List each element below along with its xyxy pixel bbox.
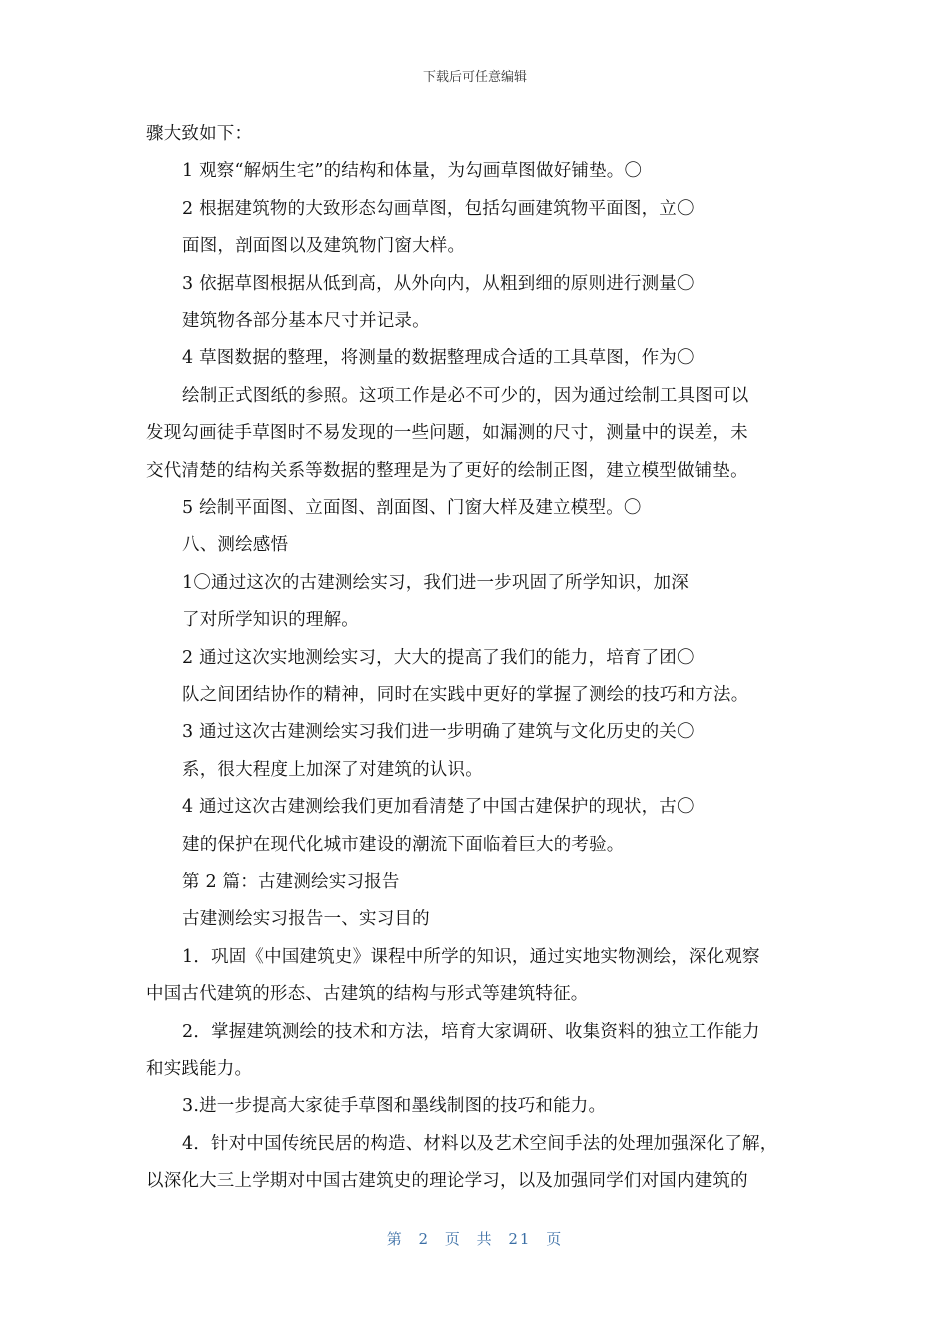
text-line: 1．巩固《中国建筑史》课程中所学的知识，通过实地实物测绘，深化观察 [182, 947, 760, 967]
text-line: 建筑物各部分基本尺寸并记录。 [182, 311, 430, 331]
text-line: 面图，剖面图以及建筑物门窗大样。 [182, 236, 466, 256]
text-line: 4．针对中国传统民居的构造、材料以及艺术空间手法的处理加强深化了解， [182, 1134, 778, 1154]
text-line: 2 根据建筑物的大致形态勾画草图，包括勾画建筑物平面图，立〇 [182, 199, 695, 219]
text-line: 队之间团结协作的精神，同时在实践中更好的掌握了测绘的技巧和方法。 [182, 685, 749, 705]
text-line: 4 通过这次古建测绘我们更加看清楚了中国古建保护的现状，古〇 [182, 797, 695, 817]
text-line: 中国古代建筑的形态、古建筑的结构与形式等建筑特征。 [146, 984, 589, 1004]
text-line: 和实践能力。 [146, 1059, 253, 1079]
text-line: 3 通过这次古建测绘实习我们进一步明确了建筑与文化历史的关〇 [182, 722, 695, 742]
text-line: 3 依据草图根据从低到高，从外向内，从粗到细的原则进行测量〇 [182, 274, 695, 294]
text-line: 系，很大程度上加深了对建筑的认识。 [182, 760, 483, 780]
text-line: 2 通过这次实地测绘实习，大大的提高了我们的能力，培育了团〇 [182, 648, 695, 668]
text-line: 5 绘制平面图、立面图、剖面图、门窗大样及建立模型。〇 [182, 498, 642, 518]
text-line: 建的保护在现代化城市建设的潮流下面临着巨大的考验。 [182, 835, 625, 855]
text-line: 发现勾画徒手草图时不易发现的一些问题，如漏测的尺寸，测量中的误差，未 [146, 423, 748, 443]
text-line: 以深化大三上学期对中国古建筑史的理论学习，以及加强同学们对国内建筑的 [146, 1171, 748, 1191]
page-number-footer: 第 2 页 共 21 页 [386, 1230, 564, 1248]
text-line: 4 草图数据的整理，将测量的数据整理成合适的工具草图，作为〇 [182, 348, 695, 368]
text-line: 1〇通过这次的古建测绘实习，我们进一步巩固了所学知识，加深 [182, 573, 689, 593]
section-heading: 八、测绘感悟 [182, 535, 289, 555]
text-line: 骤大致如下： [146, 124, 253, 144]
text-line: 2．掌握建筑测绘的技术和方法，培育大家调研、收集资料的独立工作能力 [182, 1022, 760, 1042]
text-line: 了对所学知识的理解。 [182, 610, 359, 630]
text-line: 绘制正式图纸的参照。这项工作是必不可少的，因为通过绘制工具图可以 [182, 386, 749, 406]
text-line: 交代清楚的结构关系等数据的整理是为了更好的绘制正图，建立模型做铺垫。 [146, 461, 748, 481]
section-heading: 古建测绘实习报告一、实习目的 [182, 909, 430, 929]
page-header: 下载后可任意编辑 [422, 70, 527, 85]
text-line: 1 观察“解炳生宅”的结构和体量，为勾画草图做好铺垫。〇 [182, 161, 643, 181]
section-heading: 第 2 篇：古建测绘实习报告 [182, 872, 400, 892]
text-line: 3.进一步提高大家徒手草图和墨线制图的技巧和能力。 [182, 1096, 607, 1116]
